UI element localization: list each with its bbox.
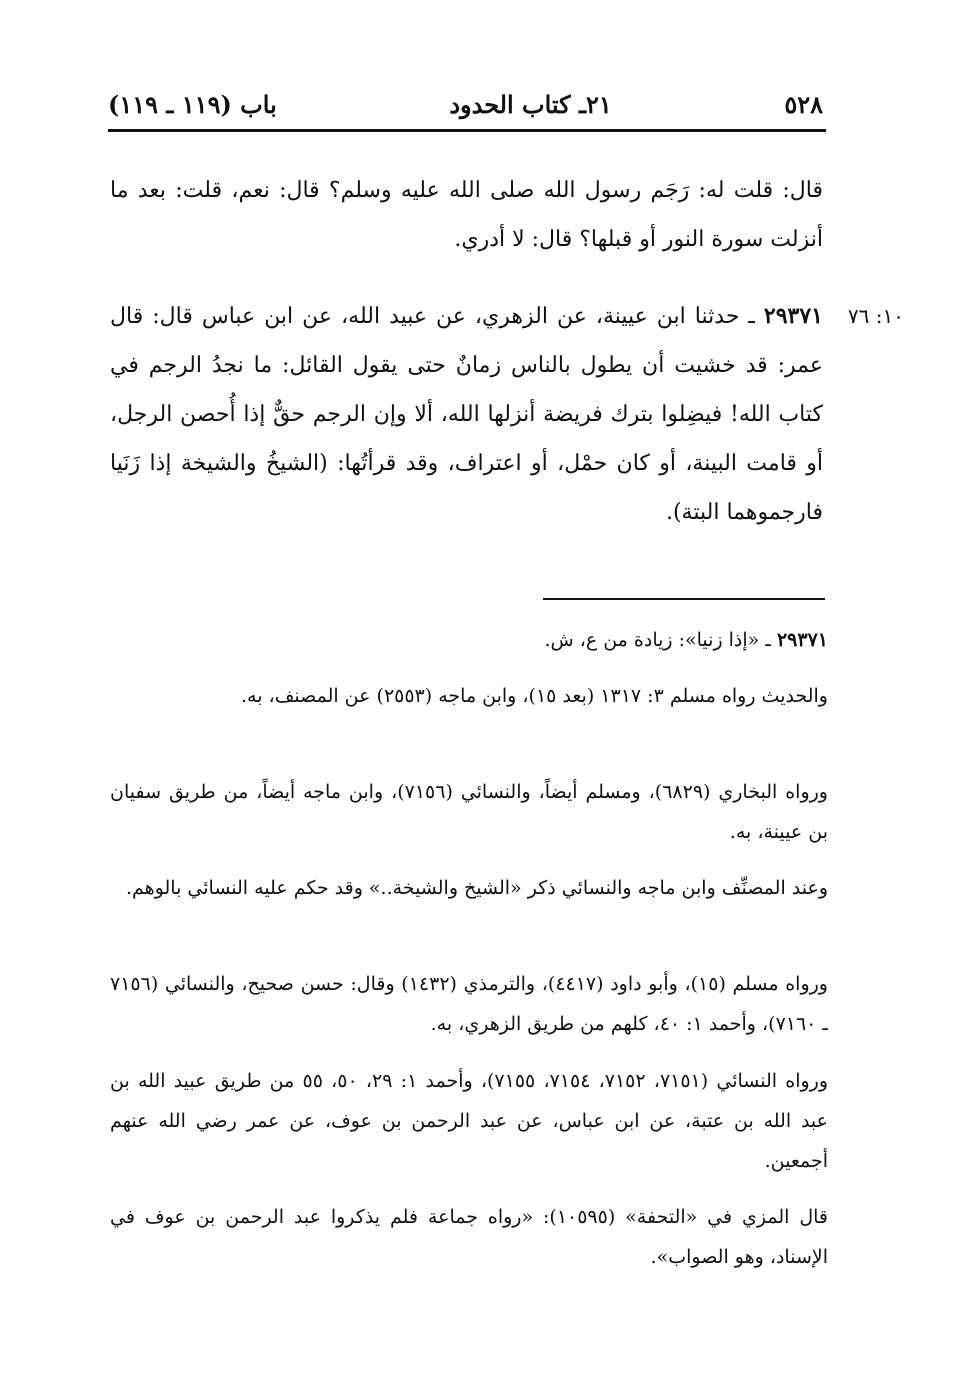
footnote-note-5: ورواه النسائي (٧١٥١، ٧١٥٢، ٧١٥٤، ٧١٥٥)، وأحمد ١: ٢٩، ٥٠، ٥٥ من طريق عبيد الله بن عبد الله بن عتبة، عن ابن عباس، عن عبد الرحمن بن عوف، عن عمر رضي الله عنهم أجمعين.	[110, 1070, 829, 1172]
header-rule	[108, 129, 826, 132]
book-title: ٢١ـ كتاب الحدود	[449, 89, 612, 119]
footnote-note-2: ورواه البخاري (٦٨٢٩)، ومسلم أيضاً، والنسائي (٧١٥٦)، وابن ماجه أيضاً، من طريق سفيان بن عيينة، به.	[110, 781, 828, 843]
footnote-note-3: وعند المصنِّف وابن ماجه والنسائي ذكر «الشيخ والشيخة..» وقد حكم عليه النسائي بالوهم.	[126, 877, 828, 899]
footnote-note-6: قال المزي في «التحفة» (١٠٥٩٥): «رواه جماعة فلم يذكروا عبد الرحمن بن عوف في الإسناد، وهو الصواب».	[110, 1206, 829, 1268]
footnote-note-4: ورواه مسلم (١٥)، وأبو داود (٤٤١٧)، والترمذي (١٤٣٢) وقال: حسن صحيح، والنسائي (٧١٥٦ ـ ٧١٦٠)، وأحمد ١: ٤٠، كلهم من طريق الزهري، به.	[110, 973, 828, 1035]
hadith-text: ـ حدثنا ابن عيينة، عن الزهري، عن عبيد الله، عن ابن عباس قال: قال عمر: قد خشيت أن يطول بالناس زمانٌ حتى يقول القائل: ما نجدُ الرجم في كتاب الله! فيضِلوا بترك فريضة أنزلها الله، ألا وإن الرجم حقٌّ إذا أُحصن الرجل، أو قامت البينة، أو كان حمْل، أو اعتراف، وقد قرأتُها: (الشيخُ والشيخة إذا زَنَيا فارجموهما البتة).	[110, 304, 823, 525]
hadith-number: ٢٩٣٧١	[763, 303, 823, 329]
main-paragraph-1: قال: قلت له: رَجَم رسول الله صلى الله عليه وسلم؟ قال: نعم، قلت: بعد ما أنزلت سورة النور أو قبلها؟ قال: لا أدري.	[110, 178, 823, 252]
footnote-rule	[543, 598, 825, 600]
footnote-text: ـ «إذا زنيا»: زيادة من ع، ش.	[544, 629, 771, 651]
page-number: ٥٢٨	[784, 89, 823, 119]
footnote-heading	[110, 620, 828, 660]
margin-reference: ١٠: ٧٦	[847, 304, 904, 328]
footnote-number: ٢٩٣٧١	[776, 629, 828, 651]
hadith-paragraph	[110, 292, 823, 537]
chapter-range: باب (١١٩ ـ ١١٩)	[108, 89, 277, 119]
page-header	[108, 84, 823, 124]
footnote-note-1: والحديث رواه مسلم ٣: ١٣١٧ (بعد ١٥)، وابن ماجه (٢٥٥٣) عن المصنف، به.	[241, 685, 828, 707]
